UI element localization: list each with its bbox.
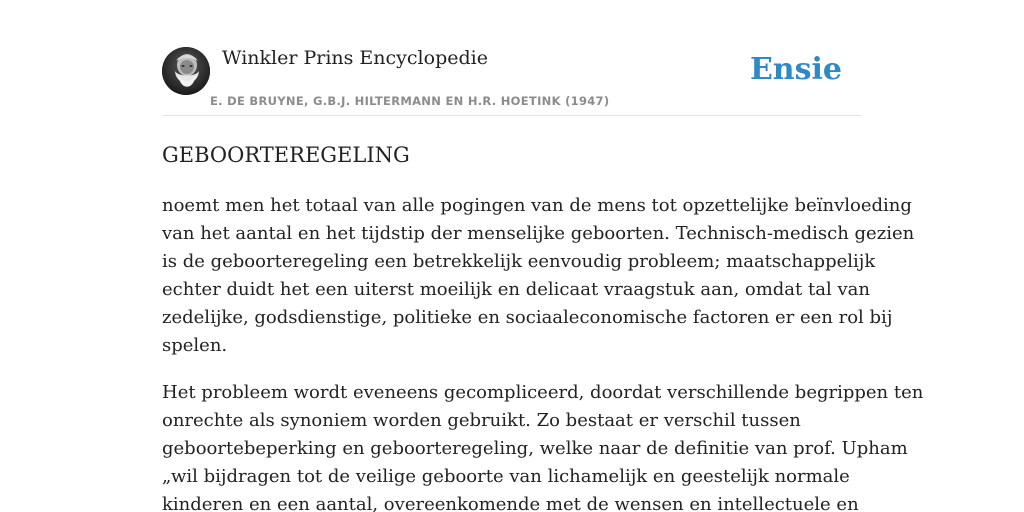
text-line: spelen. <box>162 335 228 356</box>
text-line: onrechte als synoniem worden gebruikt. Zo bestaat er verschil tussen <box>162 410 801 431</box>
bearded-man-portrait-icon <box>162 47 210 95</box>
site-title[interactable]: Winkler Prins Encyclopedie <box>222 47 488 69</box>
author-avatar[interactable] <box>162 47 210 95</box>
header <box>162 44 862 116</box>
text-line: is de geboorteregeling een betrekkelijk eenvoudig probleem; maatschappelijk <box>162 251 876 272</box>
text-line: van het aantal en het tijdstip der menselijke geboorten. Technisch-medisch gezien <box>162 223 915 244</box>
text-line: Het probleem wordt eveneens gecompliceerd, doordat verschillende begrippen ten <box>162 382 924 403</box>
text-line: kinderen en een aantal, overeenkomende met de wensen en intellectuele en <box>162 494 859 512</box>
text-line: zedelijke, godsdienstige, politieke en sociaaleconomische factoren er een rol bij <box>162 307 893 328</box>
main-content <box>162 44 924 512</box>
paragraph-1 <box>162 192 915 360</box>
text-line: „wil bijdragen tot de veilige geboorte van lichamelijk en geestelijk normale <box>162 466 850 487</box>
paragraph-2 <box>162 379 924 512</box>
author-credits: E. DE BRUYNE, G.B.J. HILTERMANN EN H.R. HOETINK (1947) <box>210 94 610 108</box>
page-title: GEBOORTEREGELING <box>162 143 410 167</box>
text-line: echter duidt het een uiterst moeilijk en delicaat vraagstuk aan, omdat tal van <box>162 279 870 300</box>
text-line: noemt men het totaal van alle pogingen van de mens tot opzettelijke beïnvloeding <box>162 195 912 216</box>
brand-logo[interactable]: Ensie <box>749 52 842 87</box>
text-line: geboortebeperking en geboorteregeling, welke naar de definitie van prof. Upham <box>162 438 908 459</box>
